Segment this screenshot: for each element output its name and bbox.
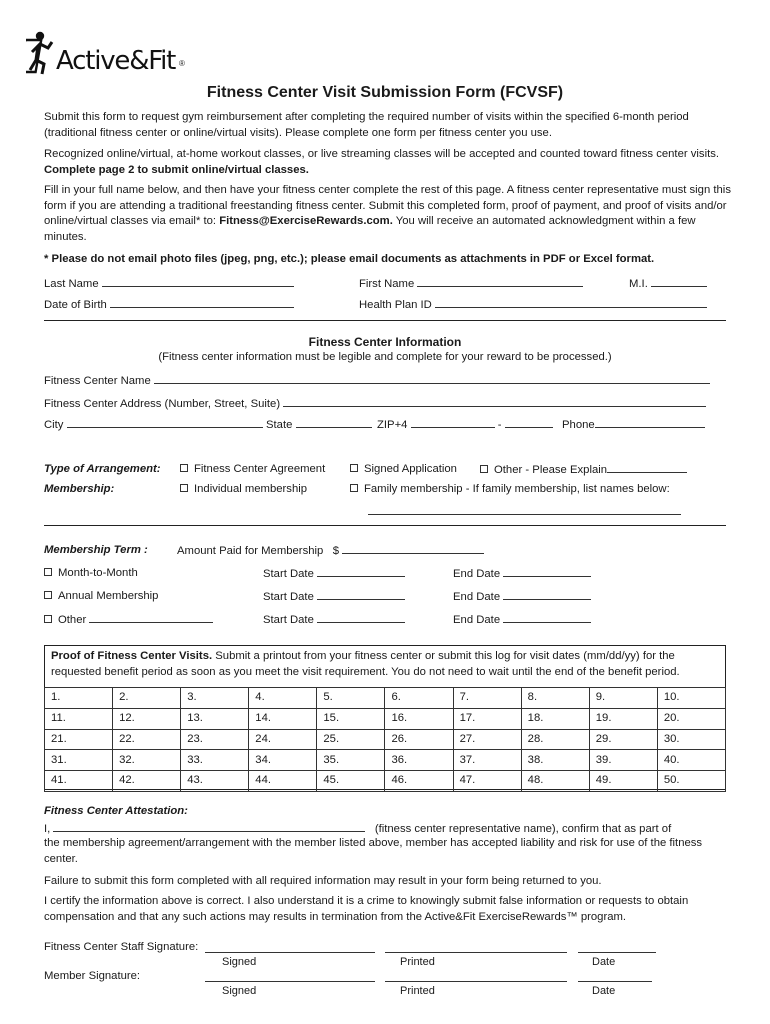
last-name-line[interactable] [102,276,294,287]
fitness-center-address-field[interactable] [44,396,706,413]
fitness-center-info-title: Fitness Center Information [308,335,462,349]
last-name-field[interactable] [44,276,294,293]
staff-date-caption: Date [592,956,616,968]
dob-line[interactable] [110,297,294,308]
fitness-center-name-line[interactable] [154,373,710,384]
visit-date-cell[interactable]: 23. [181,729,249,750]
visit-date-cell[interactable]: 36. [385,750,453,771]
visit-log-table [44,687,726,792]
visit-date-cell[interactable]: 48. [521,771,589,792]
fitness-center-info-note: (Fitness center information must be legible and complete for your reward to be processed.) [158,351,612,363]
member-date-line[interactable] [578,981,652,982]
visit-date-cell[interactable]: 14. [249,708,317,729]
checkbox[interactable] [44,568,52,576]
member-printed-line[interactable] [385,981,567,982]
family-names-line[interactable] [368,514,681,515]
zip-field[interactable] [377,417,553,434]
arrangement-other-line[interactable] [607,462,687,473]
logo-registered-mark: ® [179,59,185,68]
checkbox[interactable] [180,484,188,492]
logo-figure-icon [26,30,56,76]
visit-date-cell[interactable]: 12. [113,708,181,729]
intro-p2-text: Recognized online/virtual, at-home workout classes, or live streaming classes will be accepted and counted toward fitness center visits. [44,148,720,160]
start-date-label: Start Date [263,591,314,603]
visit-date-cell[interactable]: 11. [45,708,113,729]
mi-field[interactable] [629,276,707,293]
active-fit-logo [26,30,185,80]
start-date-field[interactable] [263,566,405,583]
visit-date-cell[interactable]: 17. [453,708,521,729]
term-option-label: Other [58,614,87,626]
amount-paid-field[interactable] [177,543,484,560]
checkbox[interactable] [44,591,52,599]
end-date-label: End Date [453,614,501,626]
membership-option-label: Family membership - If family membership, list names below: [364,483,670,495]
attestation-paragraph-2: Failure to submit this form completed with all required information may result in your form being returned to you. [44,875,602,887]
visit-date-cell[interactable]: 15. [317,708,385,729]
visit-date-cell[interactable]: 20. [657,708,725,729]
visit-date-cell[interactable]: 6. [385,688,453,709]
divider-2 [44,525,726,526]
visit-date-cell[interactable]: 9. [589,688,657,709]
end-date-field[interactable] [453,612,591,629]
start-date-label: Start Date [263,568,314,580]
visit-date-cell[interactable]: 7. [453,688,521,709]
dob-field[interactable] [44,297,294,314]
state-field[interactable] [266,417,372,434]
visit-date-cell[interactable]: 13. [181,708,249,729]
term-option-other[interactable] [44,612,213,629]
fitness-center-address-label: Fitness Center Address (Number, Street, Suite) [44,398,281,410]
term-option-label: Month-to-Month [58,567,138,579]
visit-date-cell[interactable]: 22. [113,729,181,750]
visit-date-cell[interactable]: 31. [45,750,113,771]
attestation-i: I, [44,823,51,835]
visit-date-cell[interactable]: 35. [317,750,385,771]
start-date-line[interactable] [317,612,405,623]
proof-of-visits-text [51,649,723,680]
member-signed-caption: Signed [222,985,257,997]
dob-label: Date of Birth [44,299,107,311]
membership-term-label: Membership Term : [44,544,148,556]
visit-log-row [45,750,726,771]
intro-paragraph-3 [44,183,734,245]
membership-option-individual[interactable] [180,482,307,498]
visit-date-cell[interactable]: 49. [589,771,657,792]
phone-label: Phone [562,419,595,431]
intro-paragraph-2 [44,147,734,178]
representative-name-line[interactable] [53,821,365,832]
end-date-line[interactable] [503,612,591,623]
visit-date-cell[interactable]: 3. [181,688,249,709]
staff-signature-label: Fitness Center Staff Signature: [44,941,199,953]
first-name-label: First Name [359,278,415,290]
checkbox[interactable] [350,484,358,492]
arrangement-option-label: Fitness Center Agreement [194,463,326,475]
visit-date-cell[interactable]: 47. [453,771,521,792]
zip-line[interactable] [411,417,495,428]
fitness-center-address-line[interactable] [283,396,706,407]
city-label: City [44,419,64,431]
visit-date-cell[interactable]: 46. [385,771,453,792]
attestation-label: Fitness Center Attestation: [44,805,188,817]
proof-heading: Proof of Fitness Center Visits. [51,650,213,662]
term-option-label: Annual Membership [58,590,159,602]
fitness-center-name-label: Fitness Center Name [44,375,151,387]
term-option-month[interactable] [44,566,138,582]
state-line[interactable] [296,417,372,428]
visit-date-cell[interactable]: 28. [521,729,589,750]
start-date-field[interactable] [263,589,405,606]
checkbox[interactable] [350,464,358,472]
staff-signed-line[interactable] [205,952,375,953]
term-other-line[interactable] [89,612,213,623]
arrangement-label: Type of Arrangement: [44,463,161,475]
zip-ext-line[interactable] [505,417,553,428]
membership-label: Membership: [44,483,115,495]
start-date-line[interactable] [317,589,405,600]
visit-date-cell[interactable]: 41. [45,771,113,792]
proof-instructions: Submit a printout from your fitness center or submit this log for visit dates (mm/dd/yy) for the requested benefit period as soon as you meet the visit requirement. You do not need to wait until the end of the benefit period. [51,650,680,678]
visit-date-cell[interactable]: 29. [589,729,657,750]
first-name-field[interactable] [359,276,583,293]
zip-dash: - [497,419,502,431]
fitness-center-name-field[interactable] [44,373,710,390]
term-option-annual[interactable] [44,589,158,605]
checkbox[interactable] [180,464,188,472]
visit-date-cell[interactable]: 8. [521,688,589,709]
zip-label: ZIP+4 [377,419,408,431]
member-signed-line[interactable] [205,981,375,982]
end-date-line[interactable] [503,589,591,600]
member-date-caption: Date [592,985,616,997]
intro-paragraph-4: * Please do not email photo files (jpeg, png, etc.); please email documents as attachments in PDF or Excel format. [44,253,655,265]
arrangement-option-other[interactable] [480,462,687,479]
visit-date-cell[interactable]: 24. [249,729,317,750]
visit-log-row [45,708,726,729]
visit-date-cell[interactable]: 50. [657,771,725,792]
visit-log-row [45,771,726,792]
membership-option-label: Individual membership [194,483,308,495]
arrangement-option-label: Other - Please Explain [494,464,608,476]
visit-date-cell[interactable]: 10. [657,688,725,709]
visit-date-cell[interactable]: 19. [589,708,657,729]
intro-paragraph-1: Submit this form to request gym reimbursement after completing the required number of visits within the specified 6-month period (traditional fitness center or online/virtual visits). Please complete one form per fitness center you use. [44,111,689,139]
submission-email: Fitness@ExerciseRewards.com. [219,215,393,228]
visit-date-cell[interactable]: 2. [113,688,181,709]
checkbox[interactable] [480,465,488,473]
amount-paid-label: Amount Paid for Membership [177,545,324,557]
visit-date-cell[interactable]: 39. [589,750,657,771]
visit-date-cell[interactable]: 45. [317,771,385,792]
arrangement-option-agreement[interactable] [180,462,325,478]
visit-date-cell[interactable]: 5. [317,688,385,709]
arrangement-option-label: Signed Application [364,463,457,475]
visit-log-row [45,688,726,709]
phone-field[interactable] [562,417,705,434]
phone-line[interactable] [595,417,705,428]
staff-signed-caption: Signed [222,956,257,968]
mi-line[interactable] [651,276,707,287]
end-date-field[interactable] [453,589,591,606]
amount-paid-line[interactable] [342,543,484,554]
staff-printed-caption: Printed [400,956,435,968]
end-date-label: End Date [453,568,501,580]
dollar-sign: $ [332,545,340,557]
arrangement-option-application[interactable] [350,462,457,478]
logo-text: Active&Fit [56,46,176,76]
visit-date-cell[interactable]: 33. [181,750,249,771]
checkbox[interactable] [44,615,52,623]
visit-log-row [45,729,726,750]
visit-date-cell[interactable]: 30. [657,729,725,750]
visit-date-cell[interactable]: 25. [317,729,385,750]
staff-date-line[interactable] [578,952,656,953]
start-date-field[interactable] [263,612,405,629]
health-plan-id-line[interactable] [435,297,707,308]
attestation-paragraph-3: I certify the information above is correct. I also understand it is a crime to knowingly submit false information or requests to obtain compensation and that any such actions may results in termination from the Active&Fit ExerciseRewards™ program. [44,895,689,923]
visit-date-cell[interactable]: 18. [521,708,589,729]
member-printed-caption: Printed [400,985,435,997]
state-label: State [266,419,293,431]
visit-date-cell[interactable]: 37. [453,750,521,771]
end-date-field[interactable] [453,566,591,583]
city-field[interactable] [44,417,263,434]
visit-date-cell[interactable]: 4. [249,688,317,709]
visit-date-cell[interactable]: 42. [113,771,181,792]
last-name-label: Last Name [44,278,99,290]
start-date-line[interactable] [317,566,405,577]
end-date-label: End Date [453,591,501,603]
intro-p3-text: Fill in your full name below, and then have your fitness center complete the rest of this page. A fitness center representative must sign this form if you are attending a traditional freestanding fitness center. Submit this completed form, proof of payment, and proof of visits and/or online/virtual classes via email* to: [44,184,731,228]
start-date-label: Start Date [263,614,314,626]
visit-date-cell[interactable]: 27. [453,729,521,750]
visit-date-cell[interactable]: 26. [385,729,453,750]
visit-date-cell[interactable]: 16. [385,708,453,729]
mi-label: M.I. [629,278,648,290]
attestation-confirm-text: (fitness center representative name), confirm that as part of [374,823,672,835]
visit-date-cell[interactable]: 43. [181,771,249,792]
divider-1 [44,320,726,321]
member-signature-label: Member Signature: [44,970,141,982]
membership-option-family[interactable] [350,482,670,498]
health-plan-id-field[interactable] [359,297,707,314]
visit-date-cell[interactable]: 32. [113,750,181,771]
city-line[interactable] [67,417,263,428]
visit-date-cell[interactable]: 44. [249,771,317,792]
staff-printed-line[interactable] [385,952,567,953]
health-plan-id-label: Health Plan ID [359,299,432,311]
proof-of-visits-section [44,645,726,790]
intro-p3-tail: You will receive an automated acknowledgment within a few minutes. [44,215,696,243]
visit-date-cell[interactable]: 40. [657,750,725,771]
attestation-paragraph-1: the membership agreement/arrangement with the member listed above, member has accepted liability and risk for use of the fitness center. [44,837,703,865]
intro-p2-bold: Complete page 2 to submit online/virtual classes. [44,163,309,176]
visit-date-cell[interactable]: 34. [249,750,317,771]
form-title: Fitness Center Visit Submission Form (FCVSF) [206,84,564,101]
visit-date-cell[interactable]: 38. [521,750,589,771]
visit-date-cell[interactable]: 1. [45,688,113,709]
first-name-line[interactable] [417,276,583,287]
end-date-line[interactable] [503,566,591,577]
visit-date-cell[interactable]: 21. [45,729,113,750]
